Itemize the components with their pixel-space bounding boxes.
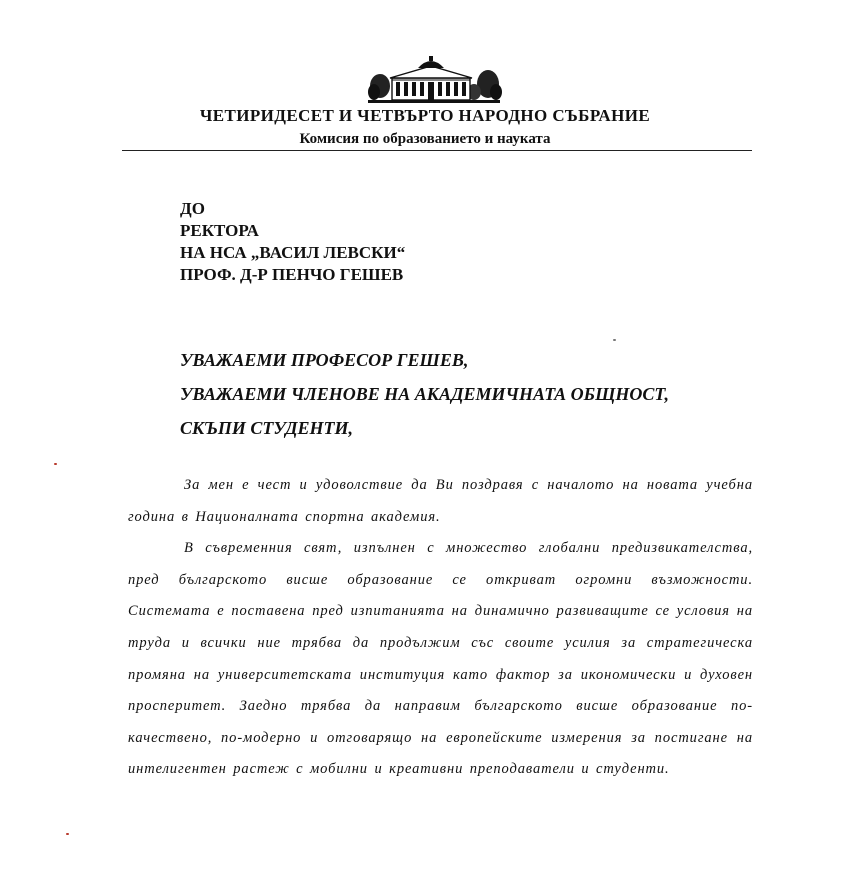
body-paragraph: За мен е чест и удоволствие да Ви поздравя с началото на новата учебна година в Националната спортна академия. [128, 477, 753, 525]
parliament-building-icon [366, 56, 502, 106]
assembly-title: ЧЕТИРИДЕСЕТ И ЧЕТВЪРТО НАРОДНО СЪБРАНИЕ [199, 106, 651, 125]
header-divider [122, 150, 752, 151]
letter-body [128, 470, 753, 786]
committee-subtitle: Комисия по образованието и науката [299, 131, 551, 147]
scan-speck [66, 833, 69, 835]
addressee-line: РЕКТОРА [180, 221, 259, 240]
salutation-block [180, 343, 669, 445]
scan-speck [613, 339, 616, 341]
salutation-line: СКЪПИ СТУДЕНТИ, [180, 418, 354, 438]
addressee-line: НА НСА „ВАСИЛ ЛЕВСКИ“ [180, 243, 406, 262]
body-paragraph: В съвременния свят, изпълнен с множество глобални предизвикателства, пред българското висше образование се откриват огромни възможности. Системата е поставена пред изпитанията на динамично развиващите се условия на труда и всички ние трябва да продължим със своите усилия за стратегическа промяна на университетската институция като фактор за икономически и духовен просперитет. Заедно трябва да направим българското висше образование по-качествено, по-модерно и отговарящо на европейските измерения за постигане на интелигентен растеж с мобилни и креативни преподаватели и студенти. [128, 540, 753, 778]
salutation-line: УВАЖАЕМИ ЧЛЕНОВЕ НА АКАДЕМИЧНАТА ОБЩНОСТ, [180, 384, 669, 404]
scan-speck [54, 463, 57, 465]
addressee-line: ДО [180, 199, 205, 218]
salutation-line: УВАЖАЕМИ ПРОФЕСОР ГЕШЕВ, [180, 350, 469, 370]
addressee-block [180, 198, 405, 286]
addressee-line: ПРОФ. Д-Р ПЕНЧО ГЕШЕВ [180, 265, 404, 284]
